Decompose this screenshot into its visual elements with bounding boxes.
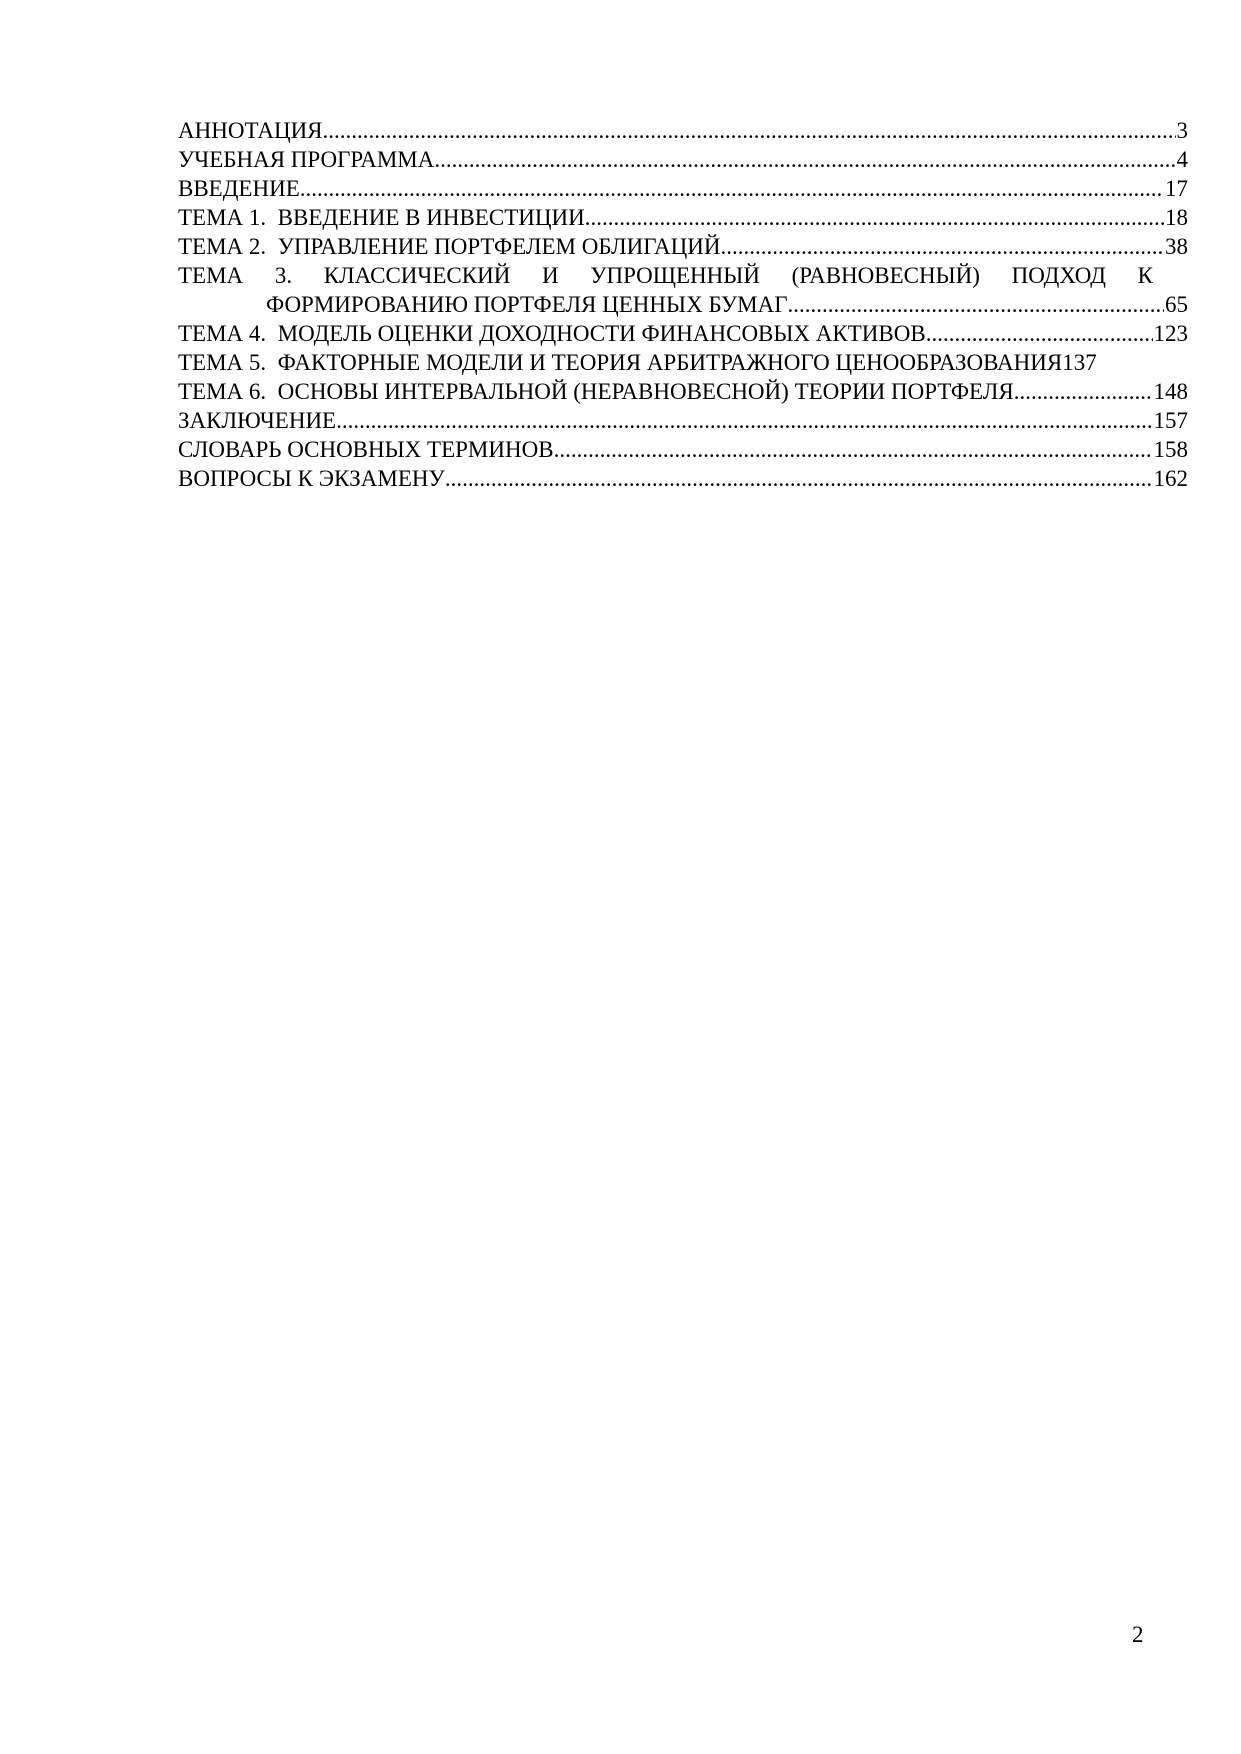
toc-entry-page: 3 — [1176, 118, 1188, 143]
toc-entry-title: ТЕМА 5. ФАКТОРНЫЕ МОДЕЛИ И ТЕОРИЯ АРБИТРАЖНОГО ЦЕНООБРАЗОВАНИЯ — [178, 350, 1063, 375]
toc-word: 3. — [274, 263, 293, 288]
toc-dot-leader — [300, 174, 1164, 203]
toc-entry-exam-questions[interactable] — [178, 464, 1188, 493]
toc-entry-title: УЧЕБНАЯ ПРОГРАММА — [178, 147, 435, 172]
toc-entry-page: 158 — [1153, 437, 1188, 462]
toc-entry-topic-6[interactable] — [178, 377, 1188, 406]
toc-word: УПРОЩЕННЫЙ — [590, 263, 760, 288]
toc-entry-page: 17 — [1165, 176, 1188, 201]
table-of-contents — [178, 116, 1188, 493]
toc-dot-leader — [434, 145, 1175, 174]
toc-entry-page: 148 — [1153, 379, 1188, 404]
toc-entry-topic-3-line-1[interactable] — [178, 261, 1188, 290]
toc-entry-topic-4[interactable] — [178, 319, 1188, 348]
toc-entry-title-line-2: ФОРМИРОВАНИЮ ПОРТФЕЛЯ ЦЕННЫХ БУМАГ — [266, 292, 788, 317]
toc-dot-leader — [445, 464, 1153, 493]
toc-entry-title: ТЕМА 2. УПРАВЛЕНИЕ ПОРТФЕЛЕМ ОБЛИГАЦИЙ — [178, 234, 721, 259]
toc-dot-leader — [323, 116, 1176, 145]
toc-entry-topic-5[interactable] — [178, 348, 1188, 377]
toc-dot-leader — [336, 406, 1152, 435]
toc-entry-introduction[interactable] — [178, 174, 1188, 203]
toc-entry-topic-3-line-2[interactable] — [178, 290, 1188, 319]
toc-entry-conclusion[interactable] — [178, 406, 1188, 435]
toc-word: КЛАССИЧЕСКИЙ — [323, 263, 511, 288]
toc-entry-glossary[interactable] — [178, 435, 1188, 464]
toc-word: (РАВНОВЕСНЫЙ) — [791, 263, 980, 288]
toc-entry-page: 137 — [1062, 350, 1097, 375]
toc-dot-leader — [554, 435, 1153, 464]
toc-entry-page: 18 — [1165, 205, 1188, 230]
toc-dot-leader — [926, 319, 1153, 348]
toc-entry-page: 162 — [1153, 466, 1188, 491]
toc-word: К — [1137, 263, 1153, 288]
toc-entry-page: 65 — [1165, 292, 1188, 317]
toc-entry-page: 4 — [1176, 147, 1188, 172]
toc-entry-annotation[interactable] — [178, 116, 1188, 145]
toc-entry-page: 38 — [1165, 234, 1188, 259]
toc-dot-leader — [720, 232, 1164, 261]
page-number: 2 — [1132, 1622, 1144, 1647]
toc-entry-topic-2[interactable] — [178, 232, 1188, 261]
toc-dot-leader — [1014, 377, 1153, 406]
toc-entry-program[interactable] — [178, 145, 1188, 174]
toc-word: ПОДХОД — [1011, 263, 1106, 288]
toc-dot-leader — [585, 203, 1164, 232]
toc-word: ТЕМА — [178, 263, 244, 288]
toc-entry-page: 123 — [1153, 321, 1188, 346]
toc-entry-title: ВОПРОСЫ К ЭКЗАМЕНУ — [178, 466, 445, 491]
toc-entry-title: ТЕМА 1. ВВЕДЕНИЕ В ИНВЕСТИЦИИ — [178, 205, 585, 230]
toc-entry-topic-1[interactable] — [178, 203, 1188, 232]
toc-word: И — [541, 263, 559, 288]
toc-entry-page: 157 — [1153, 408, 1188, 433]
toc-entry-title: ТЕМА 4. МОДЕЛЬ ОЦЕНКИ ДОХОДНОСТИ ФИНАНСОВЫХ АКТИВОВ — [178, 321, 926, 346]
toc-entry-title: ЗАКЛЮЧЕНИЕ — [178, 408, 337, 433]
toc-entry-title: АННОТАЦИЯ — [178, 118, 323, 143]
toc-entry-title-line-1 — [178, 261, 1153, 290]
toc-entry-title: ВВЕДЕНИЕ — [178, 176, 300, 201]
toc-dot-leader — [788, 290, 1165, 319]
toc-entry-title: ТЕМА 6. ОСНОВЫ ИНТЕРВАЛЬНОЙ (НЕРАВНОВЕСНОЙ) ТЕОРИИ ПОРТФЕЛЯ — [178, 379, 1014, 404]
toc-entry-title: СЛОВАРЬ ОСНОВНЫХ ТЕРМИНОВ — [178, 437, 554, 462]
